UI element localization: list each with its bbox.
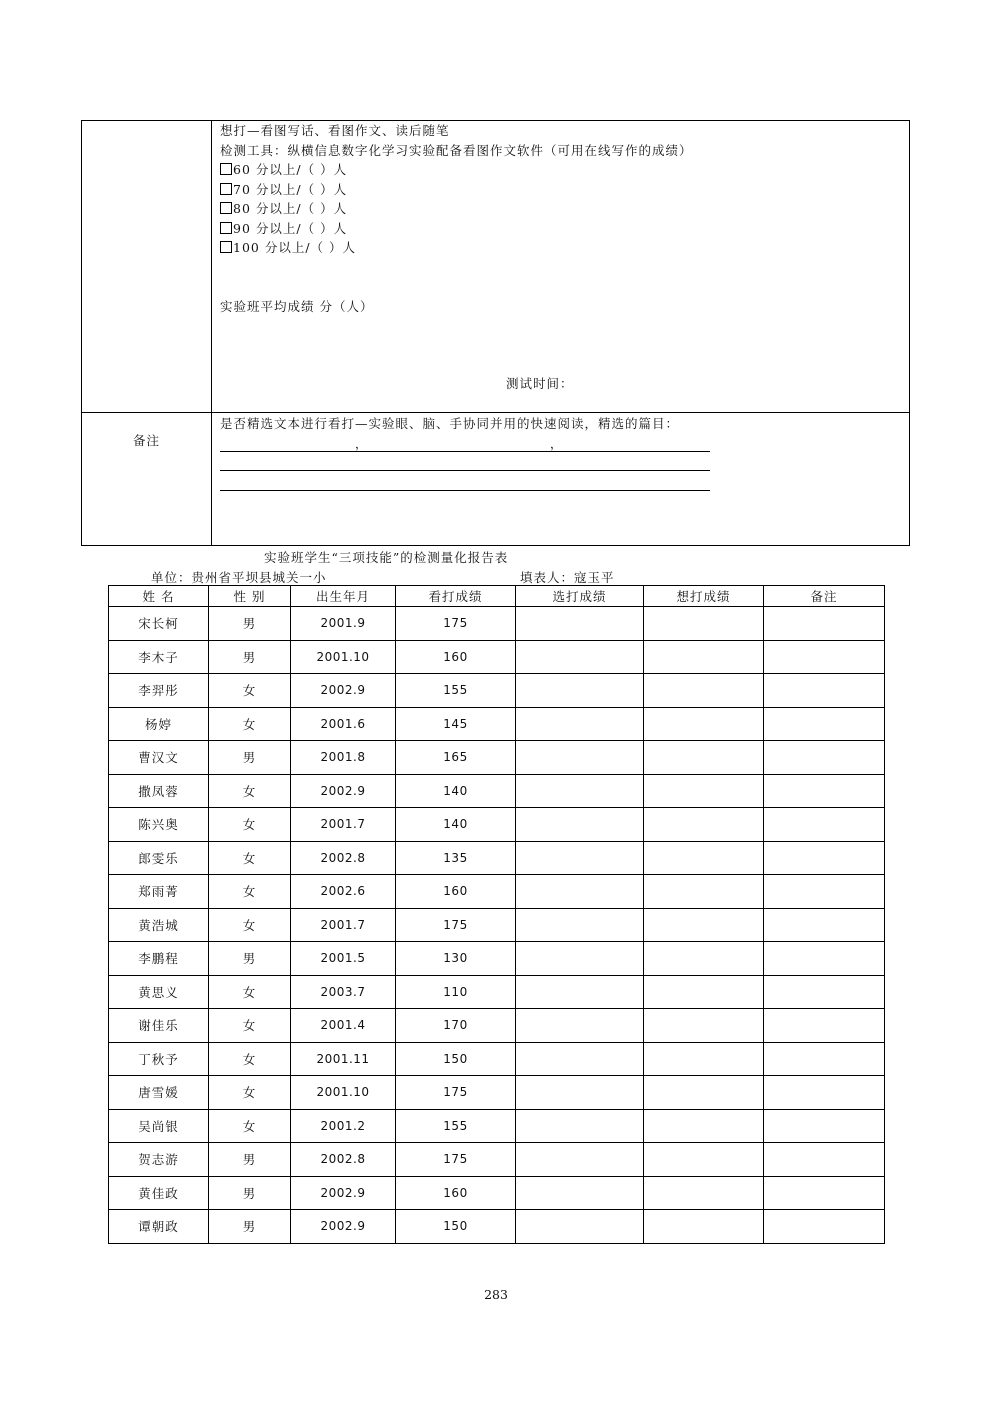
think-type-score (644, 875, 764, 909)
select-type-score (516, 1042, 644, 1076)
select-type-score (516, 674, 644, 708)
think-type-score (644, 1042, 764, 1076)
select-type-score (516, 841, 644, 875)
think-type-score (644, 808, 764, 842)
birth-date: 2001.11 (291, 1042, 396, 1076)
birth-date: 2002.8 (291, 1143, 396, 1177)
student-name: 宋长柯 (109, 607, 209, 641)
think-type-score (644, 1109, 764, 1143)
table-row (109, 975, 885, 1009)
gender: 女 (209, 1076, 291, 1110)
remarks-cell (764, 707, 885, 741)
table-row (109, 942, 885, 976)
select-type-score (516, 1176, 644, 1210)
view-type-score: 140 (396, 774, 516, 808)
remarks-cell (764, 908, 885, 942)
birth-date: 2002.9 (291, 774, 396, 808)
student-name: 郑雨菁 (109, 875, 209, 909)
table-row (109, 1109, 885, 1143)
view-type-score: 130 (396, 942, 516, 976)
select-type-score (516, 741, 644, 775)
fill-line (220, 490, 710, 491)
remarks-cell (764, 774, 885, 808)
student-name: 杨婷 (109, 707, 209, 741)
select-type-score (516, 875, 644, 909)
select-type-score (516, 707, 644, 741)
select-type-score (516, 1210, 644, 1244)
birth-date: 2002.8 (291, 841, 396, 875)
gender: 女 (209, 841, 291, 875)
score-check-90 (220, 219, 347, 239)
birth-date: 2002.9 (291, 1210, 396, 1244)
score-check-label: 90 分以上/（ ）人 (233, 220, 348, 236)
gender: 女 (209, 875, 291, 909)
view-type-score: 165 (396, 741, 516, 775)
checkbox[interactable] (220, 183, 232, 195)
think-type-score (644, 975, 764, 1009)
table-row (109, 808, 885, 842)
remarks-cell (764, 1109, 885, 1143)
select-type-score (516, 1109, 644, 1143)
remarks-cell (764, 1042, 885, 1076)
table-row (109, 707, 885, 741)
table-row (109, 741, 885, 775)
view-type-score: 110 (396, 975, 516, 1009)
unit-label: 单位：贵州省平坝县城关一小 (151, 570, 327, 585)
select-type-score (516, 640, 644, 674)
view-type-score: 175 (396, 908, 516, 942)
think-type-score (644, 1210, 764, 1244)
select-type-score (516, 607, 644, 641)
gender: 男 (209, 1176, 291, 1210)
score-check-70 (220, 180, 347, 200)
birth-date: 2002.6 (291, 875, 396, 909)
view-type-score: 160 (396, 875, 516, 909)
think-type-score (644, 908, 764, 942)
table-row (109, 640, 885, 674)
birth-date: 2002.9 (291, 674, 396, 708)
header-select-type: 选打成绩 (516, 586, 644, 607)
test-tool-text: 检测工具：纵横信息数字化学习实验配备看图作文软件（可用在线写作的成绩） (220, 142, 693, 158)
birth-date: 2001.8 (291, 741, 396, 775)
view-type-score: 175 (396, 607, 516, 641)
checkbox[interactable] (220, 202, 232, 214)
average-score-text: 实验班平均成绩 分（人） (220, 299, 374, 314)
student-name: 吴尚银 (109, 1109, 209, 1143)
think-type-score (644, 841, 764, 875)
select-type-score (516, 1143, 644, 1177)
view-type-score: 155 (396, 1109, 516, 1143)
student-name: 丁秋予 (109, 1042, 209, 1076)
select-type-score (516, 808, 644, 842)
gender: 男 (209, 1143, 291, 1177)
view-type-score: 160 (396, 640, 516, 674)
gender: 女 (209, 1042, 291, 1076)
gender: 女 (209, 1009, 291, 1043)
view-type-score: 150 (396, 1042, 516, 1076)
select-type-score (516, 1076, 644, 1110)
remarks-cell (764, 1009, 885, 1043)
filler-label: 填表人：寇玉平 (520, 570, 615, 585)
view-type-score: 175 (396, 1143, 516, 1177)
gender: 男 (209, 607, 291, 641)
remarks-cell (764, 875, 885, 909)
think-type-score (644, 1176, 764, 1210)
header-view-type: 看打成绩 (396, 586, 516, 607)
student-name: 唐雪媛 (109, 1076, 209, 1110)
view-type-score: 145 (396, 707, 516, 741)
comma-separator: ， (355, 437, 368, 451)
score-check-label: 60 分以上/（ ）人 (233, 162, 348, 177)
score-check-100 (220, 238, 356, 258)
remarks-cell (764, 841, 885, 875)
table-row (109, 1042, 885, 1076)
birth-date: 2001.7 (291, 808, 396, 842)
test-time-label: 测试时间： (506, 376, 574, 391)
student-score-table (108, 585, 885, 1244)
header-gender: 性 别 (209, 586, 291, 607)
birth-date: 2001.2 (291, 1109, 396, 1143)
select-type-score (516, 908, 644, 942)
table-row (109, 841, 885, 875)
view-type-score: 160 (396, 1176, 516, 1210)
select-type-score (516, 975, 644, 1009)
table-row (109, 674, 885, 708)
remarks-text: 是否精选文本进行看打—实验眼、脑、手协同并用的快速阅读，精选的篇目： (220, 416, 680, 431)
score-check-label: 100 分以上/（ ）人 (233, 240, 357, 255)
birth-date: 2001.5 (291, 942, 396, 976)
student-name: 黄思义 (109, 975, 209, 1009)
header-remarks: 备注 (764, 586, 885, 607)
select-type-score (516, 1009, 644, 1043)
birth-date: 2001.6 (291, 707, 396, 741)
think-type-score (644, 942, 764, 976)
gender: 女 (209, 808, 291, 842)
remarks-cell (764, 741, 885, 775)
remarks-cell (764, 607, 885, 641)
student-name: 谢佳乐 (109, 1009, 209, 1043)
checkbox[interactable] (220, 241, 232, 253)
column-divider (211, 121, 212, 545)
birth-date: 2001.9 (291, 607, 396, 641)
gender: 女 (209, 908, 291, 942)
student-name: 撒凤蓉 (109, 774, 209, 808)
birth-date: 2001.10 (291, 1076, 396, 1110)
view-type-score: 150 (396, 1210, 516, 1244)
table-row (109, 774, 885, 808)
remarks-cell (764, 975, 885, 1009)
student-name: 陈兴奥 (109, 808, 209, 842)
select-type-score (516, 774, 644, 808)
gender: 男 (209, 1210, 291, 1244)
table-row (109, 875, 885, 909)
remarks-cell (764, 1210, 885, 1244)
checkbox[interactable] (220, 222, 232, 234)
student-name: 黄浩城 (109, 908, 209, 942)
gender: 女 (209, 975, 291, 1009)
gender: 女 (209, 774, 291, 808)
row-divider (82, 412, 909, 413)
header-birth: 出生年月 (291, 586, 396, 607)
score-check-60 (220, 160, 347, 180)
remarks-cell (764, 808, 885, 842)
think-type-score (644, 1076, 764, 1110)
gender: 女 (209, 707, 291, 741)
table-header-row (109, 586, 885, 607)
score-check-label: 80 分以上/（ ）人 (233, 201, 348, 216)
table-row (109, 1143, 885, 1177)
header-think-type: 想打成绩 (644, 586, 764, 607)
table-row (109, 1176, 885, 1210)
remarks-cell (764, 942, 885, 976)
report-title: 实验班学生“三项技能”的检测量化报告表 (264, 550, 509, 565)
remarks-cell (764, 674, 885, 708)
score-check-label: 70 分以上/（ ）人 (233, 181, 348, 197)
table-body (109, 607, 885, 1244)
table-row (109, 1009, 885, 1043)
table-row (109, 908, 885, 942)
think-type-score (644, 640, 764, 674)
student-name: 李鹏程 (109, 942, 209, 976)
gender: 男 (209, 942, 291, 976)
view-type-score: 170 (396, 1009, 516, 1043)
remarks-cell (764, 640, 885, 674)
birth-date: 2001.10 (291, 640, 396, 674)
remarks-label: 备注 (133, 433, 161, 448)
gender: 男 (209, 741, 291, 775)
birth-date: 2003.7 (291, 975, 396, 1009)
score-check-80 (220, 199, 347, 219)
birth-date: 2001.7 (291, 908, 396, 942)
think-type-score (644, 1143, 764, 1177)
think-type-score (644, 674, 764, 708)
student-name: 李羿彤 (109, 674, 209, 708)
student-name: 谭朝政 (109, 1210, 209, 1244)
view-type-score: 140 (396, 808, 516, 842)
student-name: 黄佳政 (109, 1176, 209, 1210)
student-name: 贺志游 (109, 1143, 209, 1177)
think-type-score (644, 774, 764, 808)
assessment-form (81, 120, 910, 546)
think-type-score (644, 607, 764, 641)
gender: 女 (209, 674, 291, 708)
remarks-cell (764, 1143, 885, 1177)
table-row (109, 607, 885, 641)
view-type-score: 155 (396, 674, 516, 708)
view-type-score: 135 (396, 841, 516, 875)
view-type-score: 175 (396, 1076, 516, 1110)
student-name: 曹汉文 (109, 741, 209, 775)
checkbox[interactable] (220, 163, 232, 175)
think-type-score (644, 1009, 764, 1043)
remarks-cell (764, 1076, 885, 1110)
gender: 女 (209, 1109, 291, 1143)
select-type-score (516, 942, 644, 976)
remarks-cell (764, 1176, 885, 1210)
birth-date: 2002.9 (291, 1176, 396, 1210)
header-name: 姓 名 (109, 586, 209, 607)
fill-line (220, 470, 710, 471)
think-type-score (644, 741, 764, 775)
comma-separator: ， (550, 437, 563, 451)
fill-line (220, 451, 710, 452)
student-name: 李木子 (109, 640, 209, 674)
think-type-score (644, 707, 764, 741)
page-number: 283 (484, 1287, 508, 1302)
table-row (109, 1210, 885, 1244)
table-row (109, 1076, 885, 1110)
task-title: 想打—看图写话、看图作文、读后随笔 (220, 123, 450, 138)
student-name: 郎雯乐 (109, 841, 209, 875)
birth-date: 2001.4 (291, 1009, 396, 1043)
gender: 男 (209, 640, 291, 674)
